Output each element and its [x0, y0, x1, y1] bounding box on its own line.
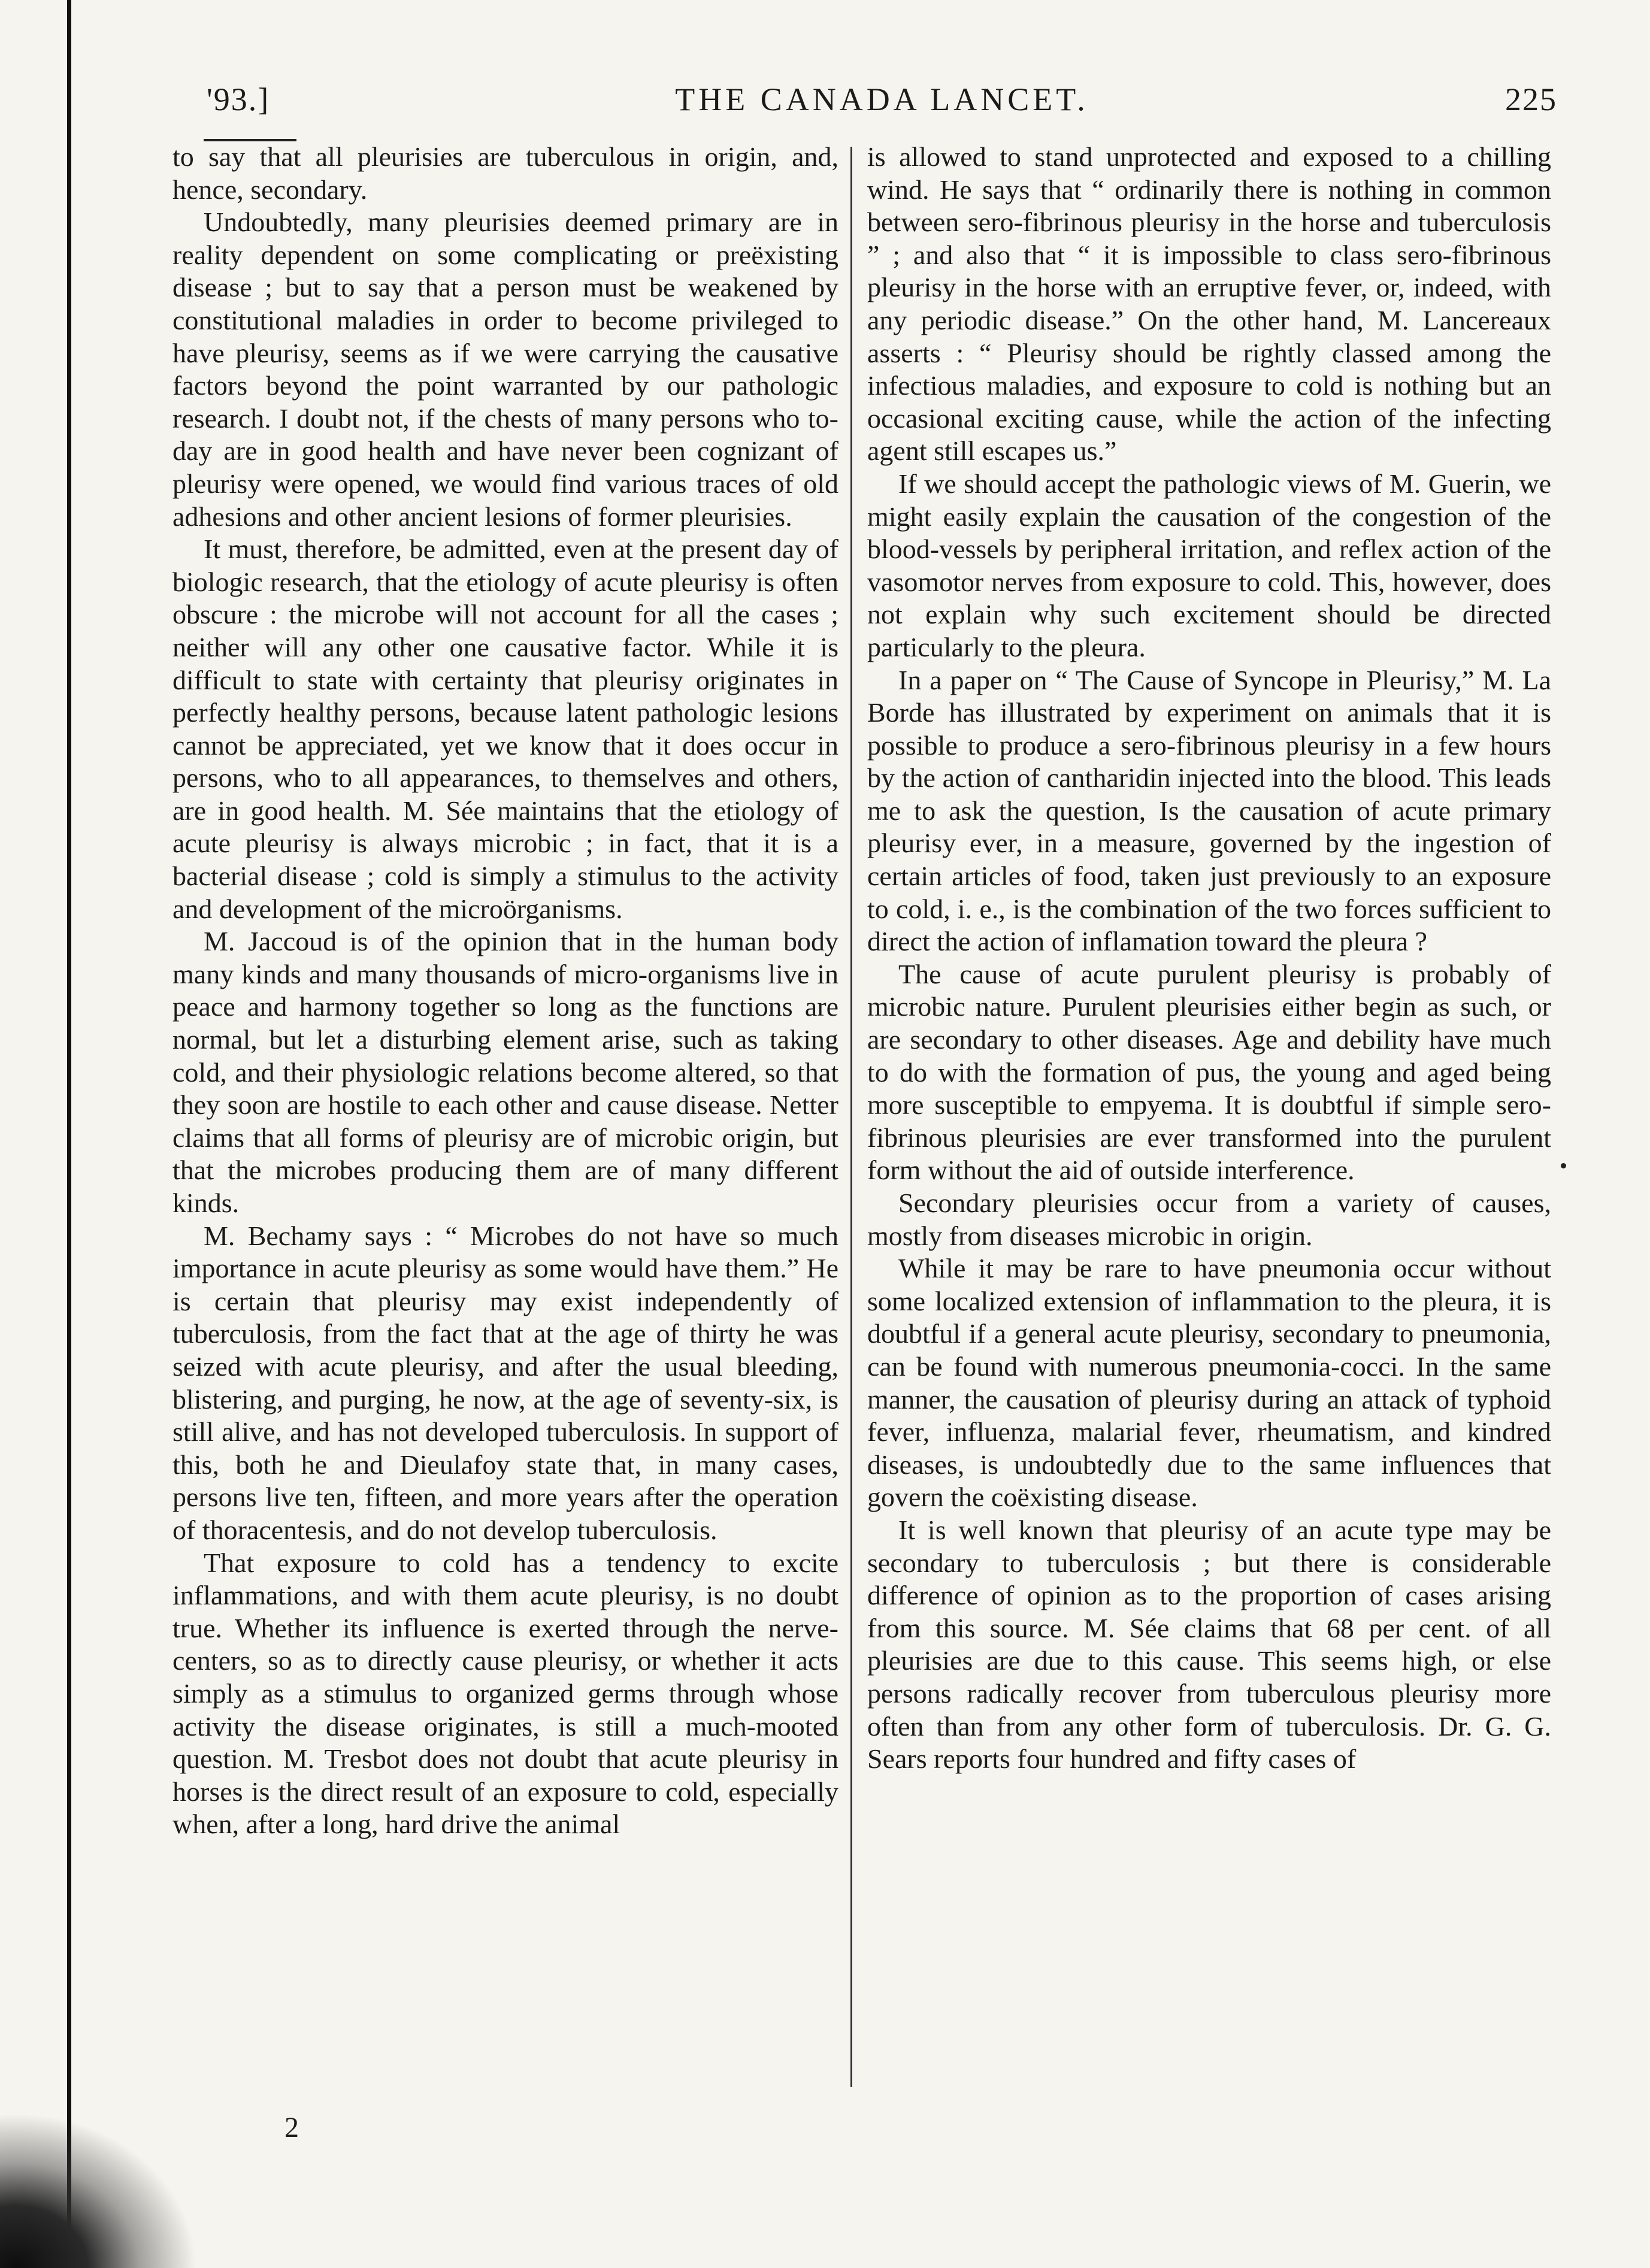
right-column [867, 141, 1551, 1776]
paragraph: In a paper on “ The Cause of Syncope in Pleurisy,” M. La Borde has illustrated by experiment on animals that it is possible to produce a sero-fibrinous pleurisy in a few hours by the action of cantharidin injected into the blood. This leads me to ask the question, Is the causation of acute primary pleurisy ever, in a measure, governed by the ingestion of certain articles of food, taken just previously to an exposure to cold, i. e., is the combination of the two forces sufficient to direct the action of inflamation toward the pleura ? [867, 664, 1551, 957]
paragraph: The cause of acute purulent pleurisy is probably of microbic nature. Purulent pleurisies either begin as such, or are secondary to other diseases. Age and debility have much to do with the formation of pus, the young and aged being more susceptible to empyema. It is doubtful if simple sero-fibrinous pleurisies are ever transformed into the purulent form without the aid of outside interference. [867, 958, 1551, 1186]
paragraph: It is well known that pleurisy of an acute type may be secondary to tuberculosis ; but there is considerable difference of opinion as to the proportion of cases arising from this source. M. Sée claims that 68 per cent. of all pleurisies are due to this cause. This seems high, or else persons radically recover from tuberculous pleurisy more often than from any other form of tuberculosis. Dr. G. G. Sears reports four hundred and fifty cases of [867, 1514, 1551, 1775]
paragraph: Undoubtedly, many pleurisies deemed primary are in reality dependent on some complicating or preëxisting disease ; but to say that a person must be weakened by constitutional maladies in order to become privileged to have pleurisy, seems as if we were carrying the causative factors beyond the point warranted by our pathologic research. I doubt not, if the chests of many persons who to-day are in good health and have never been cognizant of pleurisy were opened, we would find various traces of old adhesions and other ancient lesions of former pleurisies. [172, 207, 838, 532]
paragraph: While it may be rare to have pneumonia occur without some localized extension of inflammation to the pleura, it is doubtful if a general acute pleurisy, secondary to pneumonia, can be found with numerous pneumonia-cocci. In the same manner, the causation of pleurisy during an attack of typhoid fever, influenza, malarial fever, rheumatism, and kindred diseases, is undoubtedly due to the same influences that govern the coëxisting disease. [867, 1253, 1551, 1513]
paragraph: Secondary pleurisies occur from a variety of causes, mostly from diseases microbic in origin. [867, 1188, 1551, 1251]
margin-dot [1561, 1163, 1566, 1168]
journal-title: THE CANADA LANCET. [675, 81, 1089, 117]
signature-mark: 2 [284, 2112, 299, 2143]
running-header [207, 81, 1557, 129]
volume-year: '93.] [207, 81, 270, 117]
scan-corner-shadow [0, 2112, 198, 2268]
paragraph: M. Bechamy says : “ Microbes do not have so much importance in acute pleurisy as some would have them.” He is certain that pleurisy may exist independently of tuberculosis, from the fact that at the age of thirty he was seized with acute pleurisy, and after the usual bleeding, blistering, and purging, he now, at the age of seventy-six, is still alive, and has not developed tuberculosis. In support of this, both he and Dieulafoy state that, in many cases, persons live ten, fifteen, and more years after the operation of thoracentesis, and do not develop tuberculosis. [172, 1220, 838, 1545]
paragraph: That exposure to cold has a tendency to excite inflammations, and with them acute pleurisy, is no doubt true. Whether its influence is exerted through the nerve-centers, so as to directly cause pleurisy, or whether it acts simply as a stimulus to organized germs through whose activity the disease originates, is still a much-mooted question. M. Tresbot does not doubt that acute pleurisy in horses is the direct result of an exposure to cold, especially when, after a long, hard drive the animal [172, 1547, 838, 1840]
paragraph: is allowed to stand unprotected and exposed to a chilling wind. He says that “ ordinarily there is nothing in common between sero-fibrinous pleurisy in the horse and tuberculosis ” ; and also that “ it is impossible to class sero-fibrinous pleurisy in the horse with an erruptive fever, or, indeed, with any periodic disease.” On the other hand, M. Lancereaux asserts : “ Pleurisy should be rightly classed among the infectious maladies, and exposure to cold is nothing but an occasional exciting cause, while the action of the infecting agent still escapes us.” [867, 141, 1551, 467]
paragraph: M. Jaccoud is of the opinion that in the human body many kinds and many thousands of micro-organisms live in peace and harmony together so long as the functions are normal, but let a disturbing element arise, such as taking cold, and their physiologic relations become altered, so that they soon are hostile to each other and cause disease. Netter claims that all forms of pleurisy are of microbic origin, but that the microbes producing them are of many different kinds. [172, 926, 838, 1218]
paragraph: If we should accept the pathologic views of M. Guerin, we might easily explain the causation of the congestion of the blood-vessels by peripheral irritation, and reflex action of the vasomotor nerves from exposure to cold. This, however, does not explain why such excitement should be directed particularly to the pleura. [867, 468, 1551, 662]
paragraph: It must, therefore, be admitted, even at the present day of biologic research, that the etiology of acute pleurisy is often obscure : the microbe will not account for all the cases ; neither will any other one causative factor. While it is difficult to state with certainty that pleurisy originates in perfectly healthy persons, because latent pathologic lesions cannot be appreciated, yet we know that it does occur in persons, who to all appearances, to themselves and others, are in good health. M. Sée maintains that the etiology of acute pleurisy is always microbic ; in fact, that it is a bacterial disease ; cold is simply a stimulus to the activity and development of the microörganisms. [172, 534, 838, 924]
paragraph: to say that all pleurisies are tuberculous in origin, and, hence, secondary. [172, 141, 838, 205]
page-binding-edge [67, 0, 71, 2268]
page-number: 225 [1505, 81, 1557, 117]
left-column [172, 141, 838, 1841]
column-divider [850, 147, 852, 2087]
